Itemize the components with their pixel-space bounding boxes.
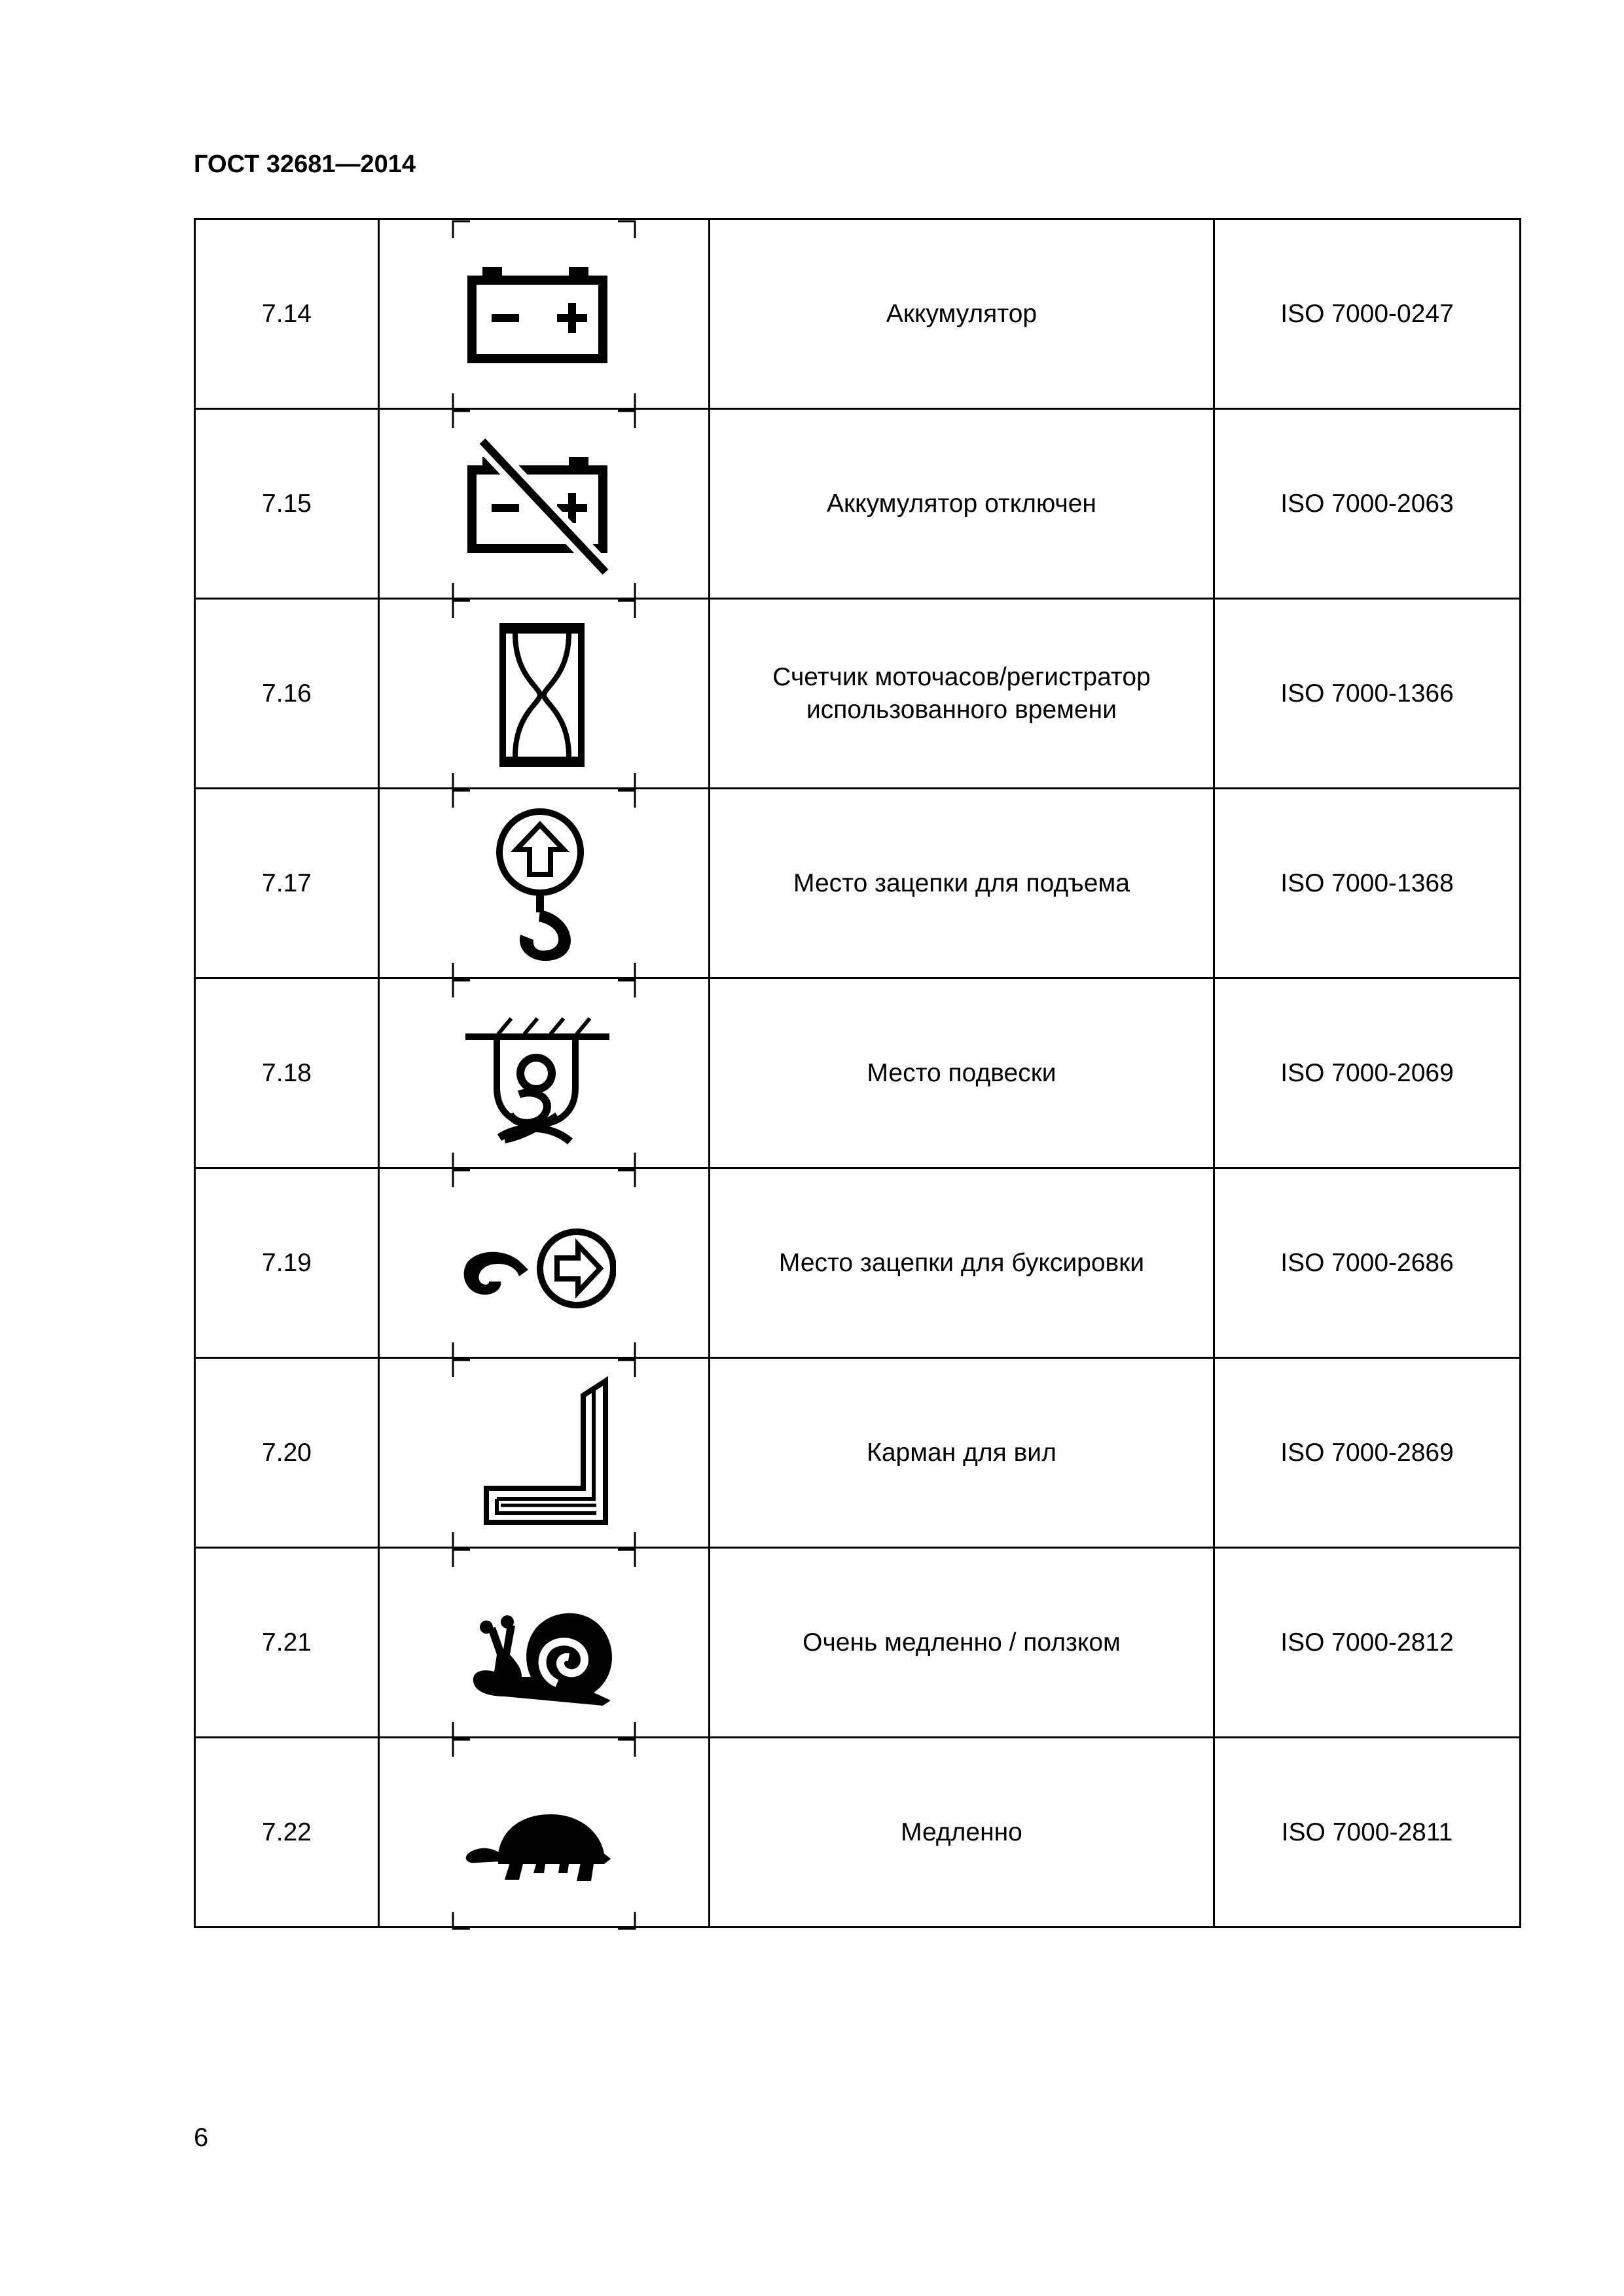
symbol-number: 7.19	[195, 1168, 379, 1358]
fork-pocket-icon	[459, 1376, 616, 1533]
turtle-icon	[459, 1755, 616, 1912]
iso-reference: ISO 7000-1368	[1214, 789, 1521, 978]
table-row	[195, 1168, 1521, 1358]
iso-reference: ISO 7000-1366	[1214, 599, 1521, 789]
battery-icon	[459, 237, 616, 394]
iso-reference: ISO 7000-2686	[1214, 1168, 1521, 1358]
symbol-number: 7.17	[195, 789, 379, 978]
symbol-number: 7.22	[195, 1738, 379, 1928]
lifting-hook-icon	[459, 806, 616, 963]
hourglass-icon	[459, 617, 616, 774]
symbol-description: Счетчик моточасов/регистратор использованного времени	[710, 599, 1214, 789]
symbol-number: 7.20	[195, 1358, 379, 1548]
iso-reference: ISO 7000-2811	[1214, 1738, 1521, 1928]
symbol-number: 7.16	[195, 599, 379, 789]
symbol-description: Место зацепки для подъема	[710, 789, 1214, 978]
iso-reference: ISO 7000-2069	[1214, 978, 1521, 1168]
symbol-description: Очень медленно / ползком	[710, 1548, 1214, 1738]
table-row	[195, 1738, 1521, 1928]
symbol-number: 7.21	[195, 1548, 379, 1738]
iso-reference: ISO 7000-2063	[1214, 409, 1521, 599]
suspension-point-icon	[459, 996, 616, 1153]
table-row	[195, 219, 1521, 409]
symbol-description: Карман для вил	[710, 1358, 1214, 1548]
symbol-description: Место зацепки для буксировки	[710, 1168, 1214, 1358]
symbol-description: Аккумулятор	[710, 219, 1214, 409]
symbol-description: Медленно	[710, 1738, 1214, 1928]
iso-reference: ISO 7000-2812	[1214, 1548, 1521, 1738]
document-header: ГОСТ 32681—2014	[194, 151, 416, 178]
towing-hook-icon	[459, 1186, 616, 1343]
symbols-table	[194, 218, 1521, 1928]
table-row	[195, 599, 1521, 789]
table-row	[195, 409, 1521, 599]
table-row	[195, 789, 1521, 978]
symbol-number: 7.18	[195, 978, 379, 1168]
battery-disconnected-icon	[459, 427, 616, 584]
iso-reference: ISO 7000-2869	[1214, 1358, 1521, 1548]
snail-icon	[459, 1566, 616, 1723]
iso-reference: ISO 7000-0247	[1214, 219, 1521, 409]
table-row	[195, 1358, 1521, 1548]
symbol-number: 7.14	[195, 219, 379, 409]
table-row	[195, 978, 1521, 1168]
symbol-description: Место подвески	[710, 978, 1214, 1168]
symbol-number: 7.15	[195, 409, 379, 599]
page-number: 6	[194, 2123, 209, 2152]
table-row	[195, 1548, 1521, 1738]
symbol-description: Аккумулятор отключен	[710, 409, 1214, 599]
